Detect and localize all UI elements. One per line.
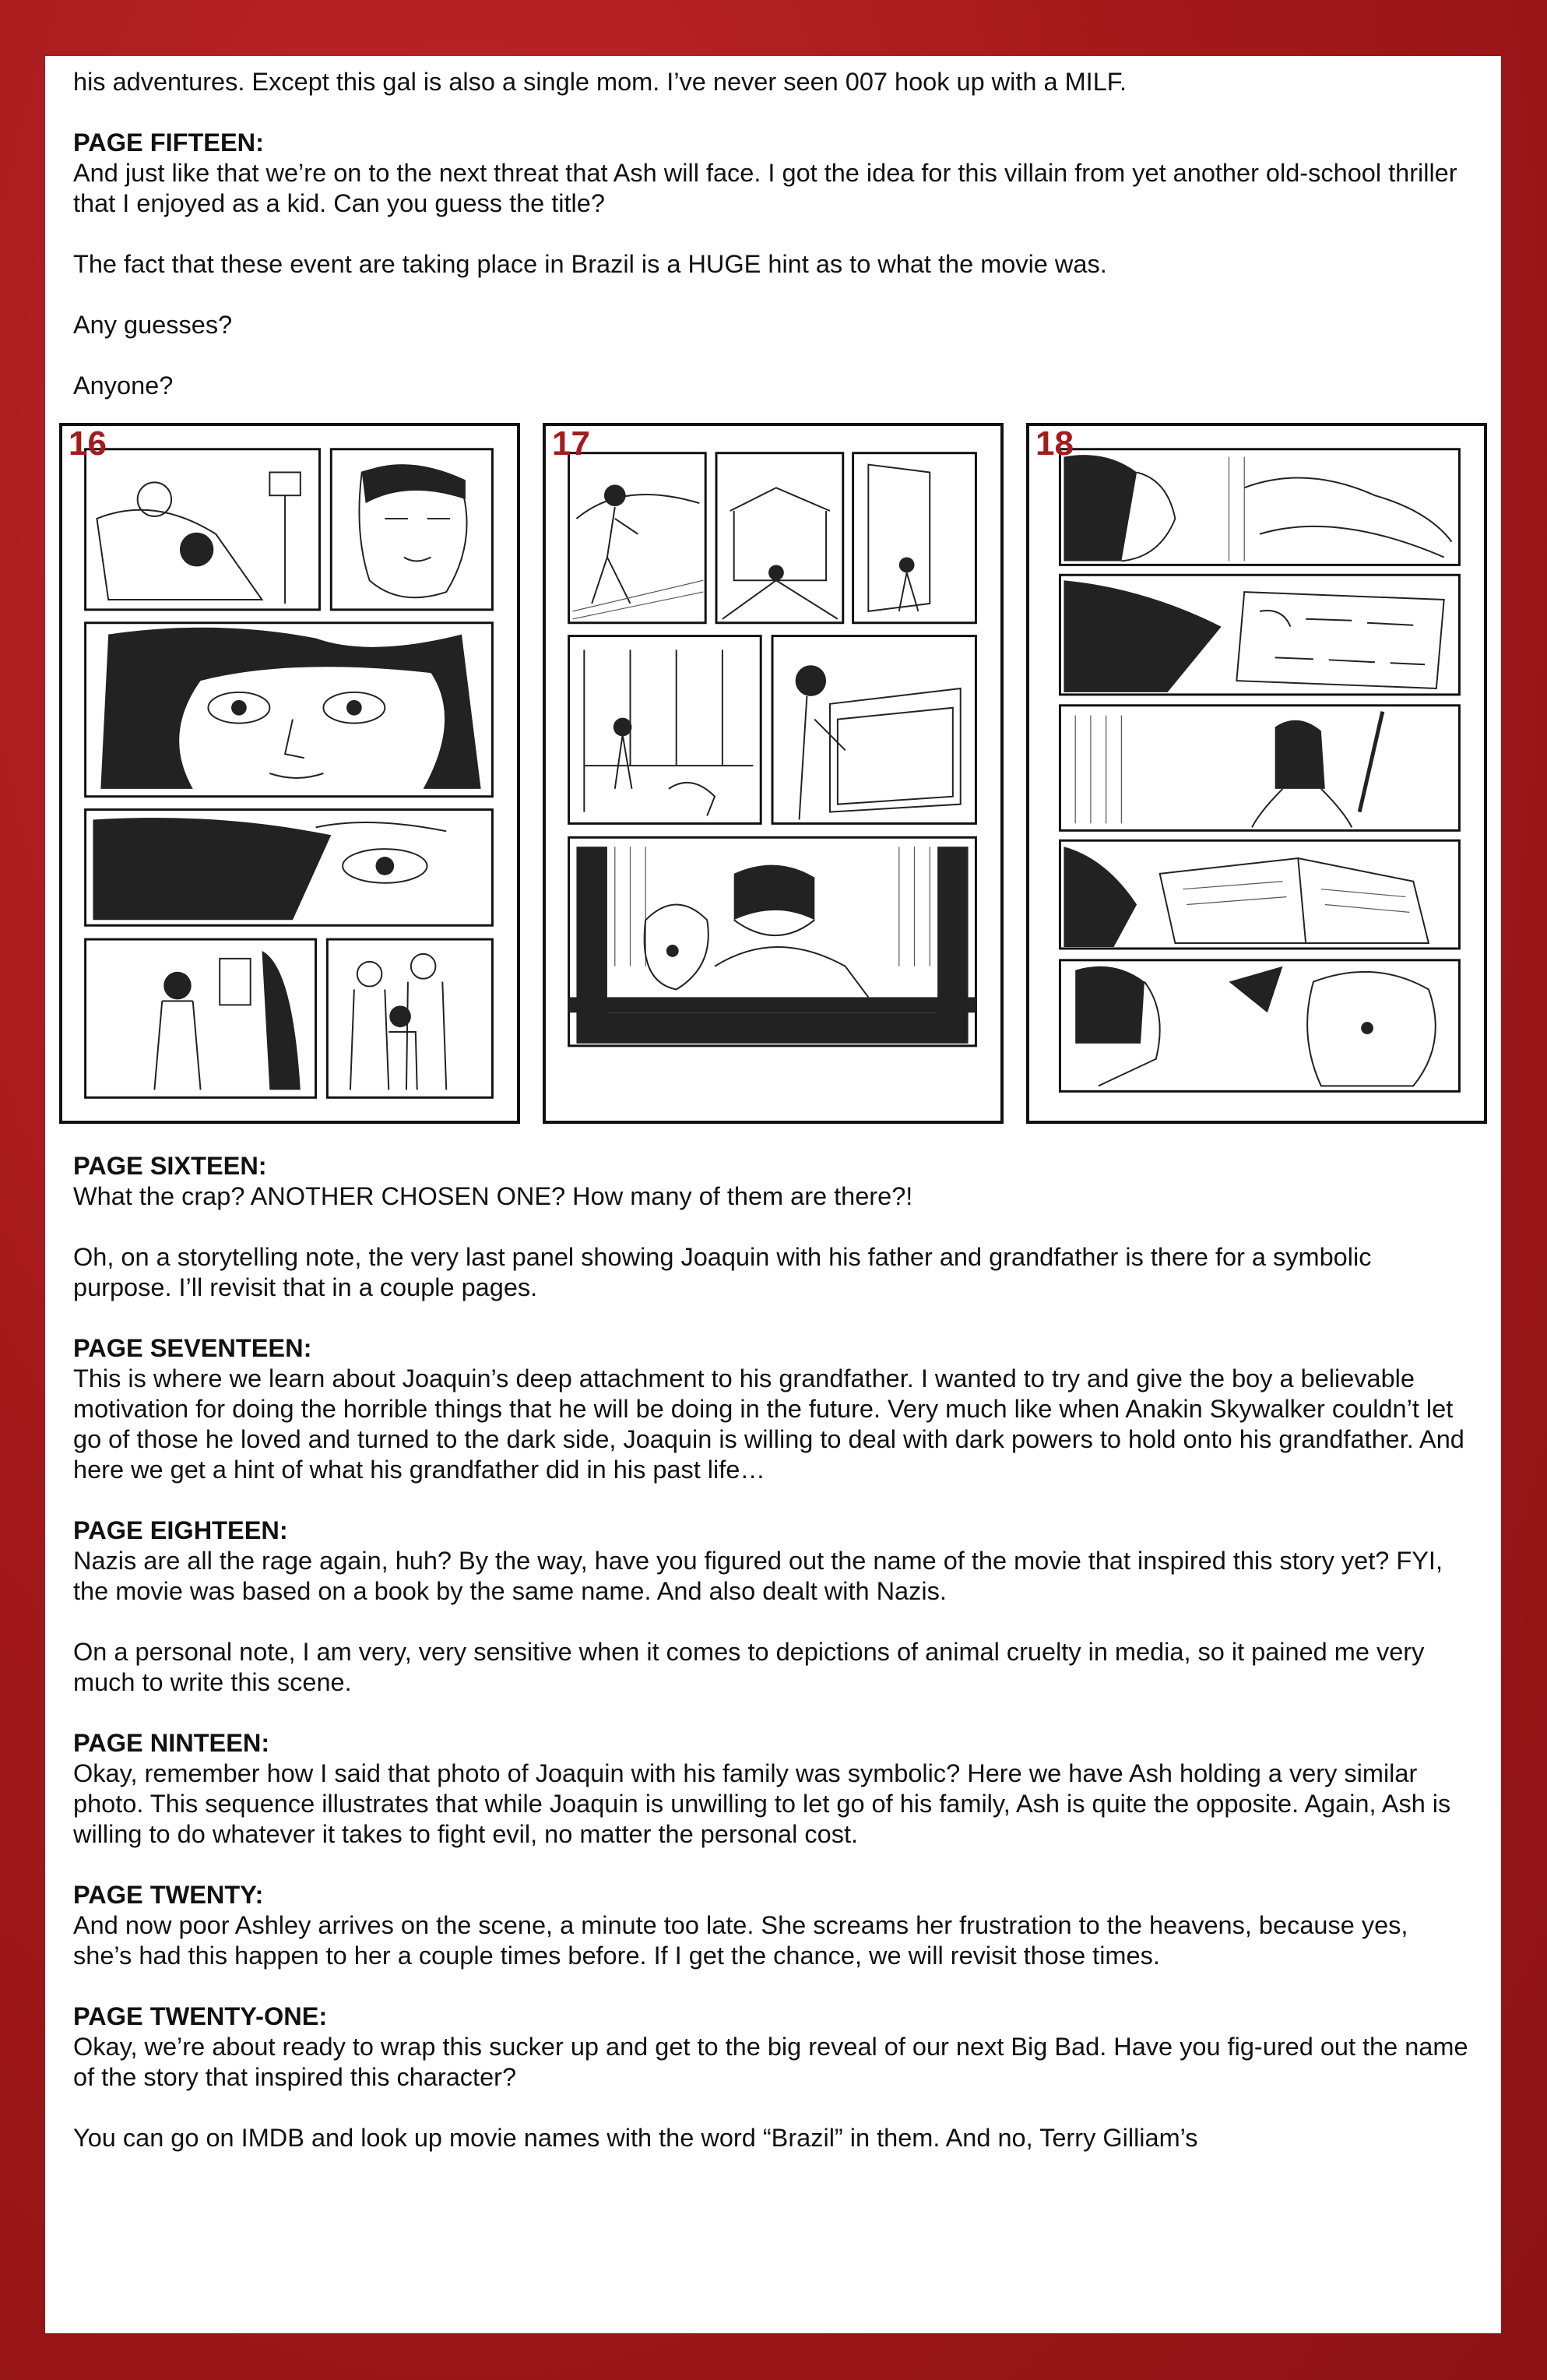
comic-page-17-thumbnail: [543, 423, 1004, 1124]
comic-page-17-panels: [546, 426, 1000, 1121]
page-eighteen-paragraph-1: Nazis are all the rage again, huh? By the way, have you figured out the name of the movie that inspired this story yet? FYI, the movie was based on a book by the same name. And also dealt with Nazis.: [73, 1547, 1443, 1605]
comic-page-18-panels: [1029, 426, 1484, 1121]
page-fifteen-heading: PAGE FIFTEEN:: [73, 129, 264, 157]
article-page: [45, 56, 1501, 2333]
page-twenty-section: [73, 1880, 1473, 1971]
page-nineteen-heading: PAGE NINTEEN:: [73, 1729, 270, 1757]
page-twenty-one-paragraph-2: You can go on IMDB and look up movie names with the word “Brazil” in them. And no, Terry Gilliam’s: [73, 2124, 1198, 2152]
intro-continuation: his adventures. Except this gal is also a single mom. I’ve never seen 007 hook up with a MILF.: [73, 68, 1127, 96]
page-eighteen-paragraph-2: On a personal note, I am very, very sensitive when it comes to depictions of animal cruelty in media, so it pained me very much to write this scene.: [73, 1638, 1425, 1696]
artwork-strip: [45, 423, 1501, 1151]
page-twenty-one-heading: PAGE TWENTY-ONE:: [73, 2002, 328, 2030]
page-nineteen-paragraph-1: Okay, remember how I said that photo of Joaquin with his family was symbolic? Here we have Ash holding a very similar photo. This sequence illustrates that while Joaquin is unwilling to let go of his family, Ash is quite the opposite. Again, Ash is willing to do whatever it takes to fight evil, no matter the personal cost.: [73, 1759, 1451, 1848]
page-sixteen-paragraph-2: Oh, on a storytelling note, the very last panel showing Joaquin with his father and grandfather is there for a symbolic purpose. I’ll revisit that in a couple pages.: [73, 1243, 1372, 1301]
page-fifteen-paragraph-1: And just like that we’re on to the next threat that Ash will face. I got the idea for this villain from yet another old-school thriller that I enjoyed as a kid. Can you guess the title?: [73, 159, 1457, 217]
page-twenty-heading: PAGE TWENTY:: [73, 1881, 264, 1909]
page-fifteen-section: [73, 128, 1473, 219]
comic-page-16-thumbnail: [59, 423, 520, 1124]
page-fifteen-paragraph-3: Any guesses?: [73, 311, 233, 339]
page-twenty-paragraph-1: And now poor Ashley arrives on the scene, a minute too late. She screams her frustration to the heavens, because yes, she’s had this happen to her a couple times before. If I get the chance, we will revisit those times.: [73, 1911, 1408, 1970]
page-sixteen-paragraph-1: What the crap? ANOTHER CHOSEN ONE? How many of them are there?!: [73, 1182, 913, 1210]
comic-page-16-panels: [62, 426, 517, 1121]
page-seventeen-paragraph-1: This is where we learn about Joaquin’s deep attachment to his grandfather. I wanted to try and give the boy a believable motivation for doing the horrible things that he will be doing in the future. Very much like when Anakin Skywalker couldn’t let go of those he loved and turned to the dark side, Joaquin is willing to deal with dark powers to hold onto his grandfather. And here we get a hint of what his grandfather did in his past life…: [73, 1364, 1464, 1484]
page-twenty-one-section: [73, 2002, 1473, 2093]
comic-page-number: 17: [552, 424, 590, 463]
comic-page-number: 18: [1035, 424, 1074, 463]
comic-page-18-thumbnail: [1026, 423, 1487, 1124]
page-sixteen-section: [73, 1151, 1473, 1212]
page-nineteen-section: [73, 1728, 1473, 1850]
page-fifteen-paragraph-4: Anyone?: [73, 371, 174, 400]
page-seventeen-heading: PAGE SEVENTEEN:: [73, 1334, 312, 1362]
page-eighteen-heading: PAGE EIGHTEEN:: [73, 1516, 288, 1544]
page-twenty-one-paragraph-1: Okay, we’re about ready to wrap this sucker up and get to the big reveal of our next Big Bad. Have you fig-ured out the name of the story that inspired this character?: [73, 2033, 1468, 2091]
page-eighteen-section: [73, 1516, 1473, 1607]
page-seventeen-section: [73, 1333, 1473, 1485]
comic-page-number: 16: [69, 424, 107, 463]
page-fifteen-paragraph-2: The fact that these event are taking place in Brazil is a HUGE hint as to what the movie was.: [73, 250, 1107, 278]
page-sixteen-heading: PAGE SIXTEEN:: [73, 1152, 267, 1180]
